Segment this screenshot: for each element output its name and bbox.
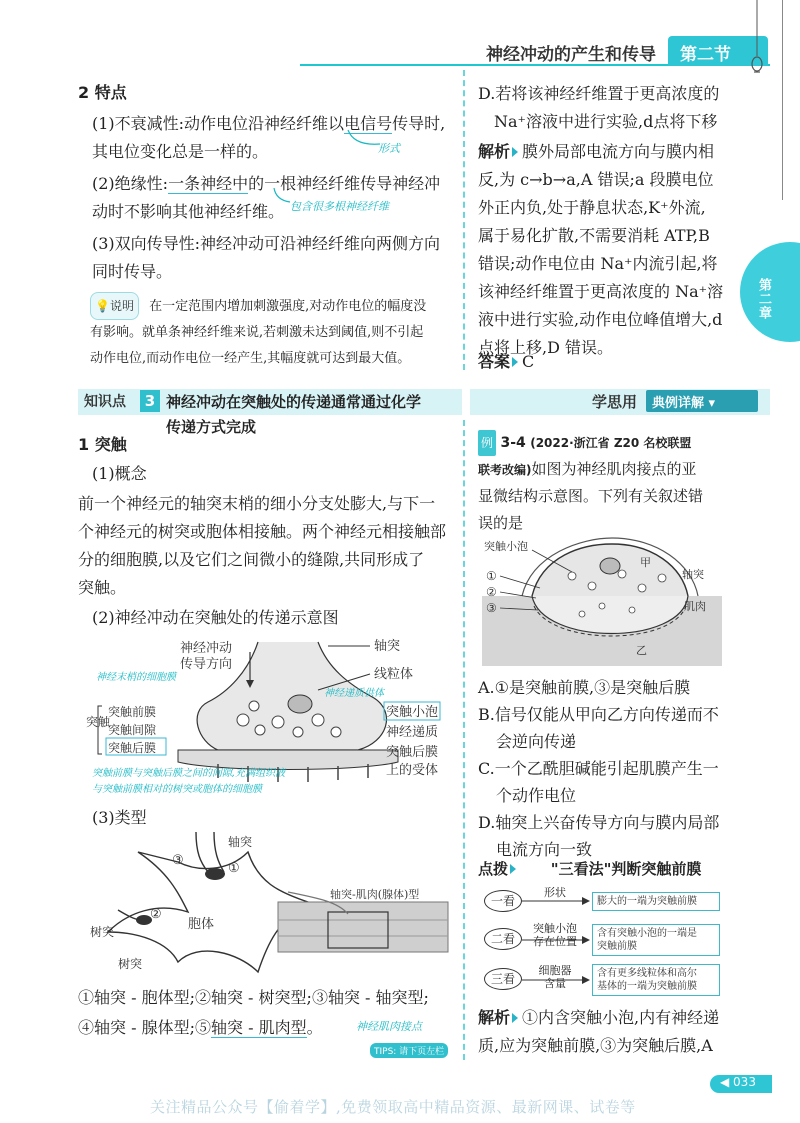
example-tag: 例 xyxy=(478,430,496,456)
label-direction: 传导方向 xyxy=(180,657,233,672)
page-header xyxy=(0,34,800,68)
knowledge-point-number: 3 xyxy=(140,390,160,412)
flow-step: 二看 xyxy=(484,928,522,950)
flow-condition: 形状 xyxy=(544,886,566,899)
section-heading: 2 特点 xyxy=(78,83,127,102)
practice-label: 学思用 xyxy=(592,393,638,411)
example-badge: 典例详解 ▾ xyxy=(646,390,758,412)
note-label: 💡说明 xyxy=(90,292,139,320)
tips-badge: TIPS: 请下页左栏 xyxy=(370,1043,448,1058)
number-3: ③ xyxy=(172,853,184,868)
synapse-diagram xyxy=(78,632,462,802)
triangle-icon xyxy=(512,357,518,367)
subheading: (1)概念 xyxy=(92,464,147,483)
column-divider xyxy=(463,70,465,370)
label-pre: 突触前膜 xyxy=(108,705,157,719)
synapse-types-diagram xyxy=(78,832,462,980)
types-list-cont: ④轴突 - 腺体型;⑤轴突 - 肌肉型。 xyxy=(78,1018,323,1037)
number-2: ② xyxy=(486,585,497,599)
number-1: ① xyxy=(486,569,497,583)
knowledge-point-label: 知识点 xyxy=(84,394,126,410)
flow-result: 含有更多线粒体和高尔 基体的一端为突触前膜 xyxy=(592,964,720,996)
triangle-icon xyxy=(510,864,516,874)
knowledge-point-title: 神经冲动在突触处的传递通常通过化学 xyxy=(166,393,422,411)
label-axon: 轴突 xyxy=(682,568,704,581)
note-arrow-icon xyxy=(346,128,386,152)
chapter-side-tab: 第二章 xyxy=(740,242,800,342)
label-axon: 轴突 xyxy=(374,639,401,654)
feature-3-cont: 同时传导。 xyxy=(92,262,173,281)
section-heading: 1 突触 xyxy=(78,435,127,454)
tip-heading: 点拨 "三看法"判断突触前膜 xyxy=(478,860,702,878)
chapter-title: 神经冲动的产生和传导 xyxy=(486,45,656,65)
label-synapse: 突触 xyxy=(86,715,111,729)
subheading: (2)神经冲动在突触处的传递示意图 xyxy=(92,608,339,627)
number-1: ① xyxy=(228,861,240,876)
handwritten-golgi: 神经递质供体 xyxy=(324,688,384,699)
analysis-body: 反,为 c→b→a,A 错误;a 段膜电位 外正内负,处于静息状态,K⁺外流, 属于易化扩散,不需要消耗 ATP,B 错误;动作电位由 Na⁺内流引起,将 该神经纤维置于更高浓度的 Na⁺溶 液中进行实验,动作电位峰值增大,d 点将上移,D 错误。 xyxy=(478,170,724,357)
flow-step: 一看 xyxy=(484,890,522,912)
label-dendrite: 树突 xyxy=(90,925,115,939)
handwritten-note: 包含很多根神经纤维 xyxy=(290,200,389,213)
handwritten-note: 神经肌肉接点 xyxy=(356,1020,422,1033)
types-list: ①轴突 - 胞体型;②轴突 - 树突型;③轴突 - 轴突型; xyxy=(78,988,429,1007)
option-d: D.若将该神经纤维置于更高浓度的 xyxy=(478,84,720,103)
label-mitochondria: 线粒体 xyxy=(374,667,414,682)
flow-condition: 突触小泡 存在位置 xyxy=(533,922,577,948)
triangle-icon xyxy=(512,1013,518,1023)
analysis-2: 解析 ①内含突触小泡,内有神经递 xyxy=(478,1008,720,1027)
flow-condition: 细胞器 含量 xyxy=(538,964,572,990)
option-d-cont: Na⁺溶液中进行实验,d点将下移 xyxy=(494,112,718,131)
label-transmitter: 神经递质 xyxy=(386,725,439,740)
neuromuscular-junction-figure xyxy=(482,536,722,666)
feature-2: (2)绝缘性:一条神经中的一根神经纤维传导神经冲 xyxy=(92,174,441,193)
page-number: ◀ 033 xyxy=(710,1075,772,1093)
knowledge-point-title-cont: 传递方式完成 xyxy=(166,418,257,436)
note-arrow-icon xyxy=(270,186,294,210)
concept-text: 前一个神经元的轴突末梢的细小分支处膨大,与下一 个神经元的树突或胞体相接触。两个神经元相接触部 分的细胞膜,以及它们之间微小的缝隙,共同形成了 突触。 xyxy=(78,494,447,597)
triangle-icon xyxy=(512,147,518,157)
column-divider xyxy=(463,420,465,1060)
lightbulb-icon xyxy=(750,0,764,76)
flow-step: 三看 xyxy=(484,968,522,990)
answer: 答案 C xyxy=(478,352,535,371)
analysis-2-cont: 质,应为突触前膜,③为突触后膜,A xyxy=(478,1036,713,1055)
label-soma: 胞体 xyxy=(188,917,215,932)
label-muscle-type: 轴突-肌肉(腺体)型 xyxy=(330,888,420,901)
number-3: ③ xyxy=(486,601,497,615)
label-axon: 轴突 xyxy=(228,835,253,849)
handwritten-bottom-a: 突触前膜与突触后膜之间的间隙,充满组织液 xyxy=(92,768,286,779)
label-vesicle: 突触小泡 xyxy=(386,705,439,720)
flow-result: 膨大的一端为突触前膜 xyxy=(592,892,720,911)
label-dendrite: 树突 xyxy=(118,957,143,971)
label-impulse: 神经冲动 xyxy=(180,641,233,656)
section-tab: 第二节 xyxy=(668,36,768,66)
label-muscle: 肌肉 xyxy=(684,600,706,613)
feature-3: (3)双向传导性:神经冲动可沿神经纤维向两侧方向 xyxy=(92,234,441,253)
example-question: 例 3-4 (2022·浙江省 Z20 名校联盟 联考改编)如图为神经肌肉接点的亚 显微结构示意图。下列有关叙述错 误的是 xyxy=(478,430,768,537)
handwritten-terminal: 神经末梢的细胞膜 xyxy=(96,672,176,683)
handwritten-note: 形式 xyxy=(378,142,400,155)
analysis: 解析 膜外局部电流方向与膜内相 xyxy=(478,142,715,161)
feature-1: (1)不衰减性:动作电位沿神经纤维以电信号传导时, xyxy=(92,114,446,133)
label-post: 突触后膜 xyxy=(108,741,157,755)
feature-1-cont: 其电位变化总是一样的。 xyxy=(92,142,269,161)
label-post-membrane: 突触后膜 xyxy=(386,745,439,760)
label-receptor: 上的受体 xyxy=(386,763,439,778)
label-yi: 乙 xyxy=(636,644,647,657)
flow-arrows xyxy=(522,896,592,988)
subheading: (3)类型 xyxy=(92,808,147,827)
flow-result: 含有突触小泡的一端是 突触前膜 xyxy=(592,924,720,956)
note-block: 💡说明 在一定范围内增加刺激强度,对动作电位的幅度没 有影响。就单条神经纤维来说,若刺激未达到阈值,则不引起 动作电位,而动作电位一经产生,其幅度就可达到最大值。 xyxy=(90,292,460,372)
label-gap: 突触间隙 xyxy=(108,723,157,737)
feature-2-cont: 动时不影响其他神经纤维。 xyxy=(92,202,285,221)
options: A.①是突触前膜,③是突触后膜 B.信号仅能从甲向乙方向传递而不 会逆向传递 C.一个乙酰胆碱能引起肌膜产生一 个动作电位 D.轴突上兴奋传导方向与膜内局部 电流方向一致 xyxy=(478,678,720,859)
watermark-text: 关注精品公众号【偷着学】,免费领取高中精品资源、最新网课、试卷等 xyxy=(150,1098,636,1116)
number-2: ② xyxy=(150,907,162,922)
label-vesicle: 突触小泡 xyxy=(484,540,528,553)
side-ruler xyxy=(782,0,800,200)
handwritten-bottom-b: 与突触前膜相对的树突或胞体的细胞膜 xyxy=(92,784,262,795)
label-jia: 甲 xyxy=(640,556,651,569)
